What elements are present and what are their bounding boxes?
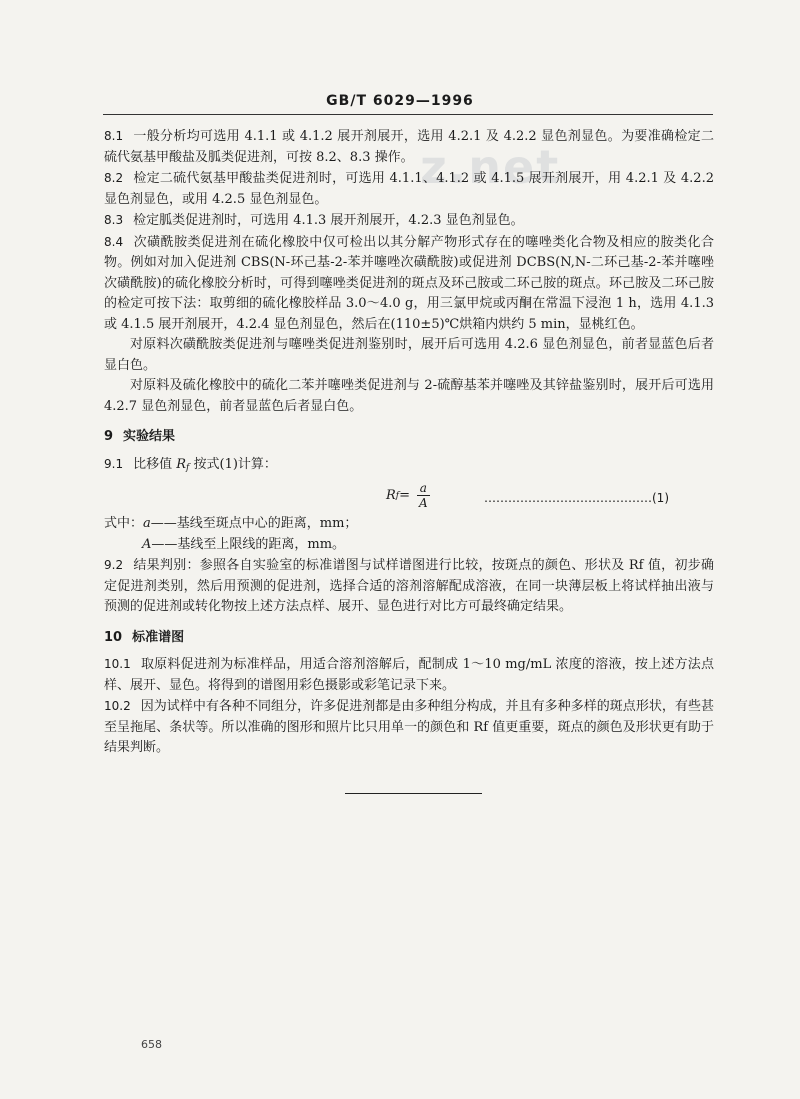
watermark: z.net (420, 140, 561, 194)
paragraph-8-4-c: 对原料及硫化橡胶中的硫化二苯并噻唑类促进剂与 2-硫醇基苯并噻唑及其锌盐鉴别时，展开后可选用 4.2.7 显色剂显色，前者显蓝色后者显白色。 (104, 378, 714, 414)
paragraph-8-2 (104, 168, 714, 210)
paragraph-8-1 (104, 126, 714, 168)
end-of-standard-rule (345, 793, 482, 794)
section-number: 9 (104, 429, 114, 444)
clause-text: 检定胍类促进剂时，可选用 4.1.3 展开剂展开，4.2.3 显色剂显色。 (133, 213, 524, 228)
clause-text: 检定二硫代氨基甲酸盐类促进剂时，可选用 4.1.1、4.1.2 或 4.1.5 展开剂展开，用 4.2.1 及 4.2.2 显色剂显色，或用 4.2.5 显色剂显色。 (104, 171, 714, 207)
var-A: A (142, 536, 152, 552)
formula-definitions (104, 514, 714, 555)
clause-number: 8.4 (104, 234, 124, 249)
section-title: 实验结果 (123, 429, 176, 444)
section-heading-10 (104, 628, 714, 649)
header-rule (103, 114, 713, 115)
section-title: 标准谱图 (132, 629, 185, 645)
page-number: 658 (141, 1038, 162, 1051)
paragraph-10-1 (104, 654, 714, 696)
section-heading-9 (104, 427, 714, 448)
clause-text: 比移值 (133, 456, 177, 472)
formula-1 (104, 482, 714, 512)
paragraph-8-4 (104, 232, 714, 336)
clause-number: 10.2 (104, 699, 131, 713)
clause-number: 9.1 (104, 456, 124, 471)
formula-equals: = (399, 487, 411, 503)
clause-number: 8.1 (104, 129, 124, 143)
rf-formula (386, 482, 431, 510)
page-content (104, 126, 714, 759)
clause-number: 9.2 (104, 558, 124, 572)
paragraph-8-3 (104, 210, 714, 232)
definition-a (104, 514, 714, 535)
def-A-text: ——基线至上限线的距离，mm。 (151, 536, 346, 552)
clause-text: 结果判别：参照各自实验室的标准谱图与试样谱图进行比较，按斑点的颜色、形状及 Rf 值，初步确定促进剂类别，然后用预测的促进剂，选择合适的溶剂溶解配成溶液，在同一块薄层板上将试样抽出液与预测的促进剂或转化物按上述方法点样、展开、显色进行对比方可最终确定结果。 (104, 558, 714, 614)
definition-A (104, 535, 714, 556)
clause-text: 次磺酰胺类促进剂在硫化橡胶中仅可检出以其分解产物形式存在的噻唑类化合物及相应的胺类化合物。例如对加入促进剂 CBS(N-环己基-2-苯并噻唑次磺酰胺)或促进剂 DCBS(N,N-二环己基-2-苯并噻唑次磺酰胺)的硫化橡胶分析时，可得到噻唑类促进剂的斑点及环己胺或二环己胺的斑点。环己胺及二环己胺的检定可按下法：取剪细的硫化橡胶样品 3.0～4.0 g，用三氯甲烷或丙酮在常温下浸泡 1 h，选用 4.1.3 或 4.1.5 展开剂展开，4.2.4 显色剂显色，然后在(110±5)℃烘箱内烘约 5 min，显桃红色。 (104, 234, 714, 332)
rf-variable: R (176, 456, 187, 472)
clause-text-tail: 按式(1)计算： (189, 456, 277, 472)
formula-lhs-subscript: f (395, 490, 400, 501)
formula-numerator: a (417, 482, 430, 496)
rf-subscript: f (186, 462, 190, 473)
equation-number: ……………………………………(1) (484, 491, 669, 505)
clause-text: 取原料促进剂为标准样品，用适合溶剂溶解后，配制成 1～10 mg/mL 浓度的溶液，按上述方法点样、展开、显色。将得到的谱图用彩色摄影或彩笔记录下来。 (104, 657, 714, 693)
formula-lhs: R (386, 487, 396, 503)
var-a: a (143, 516, 151, 531)
clause-text: 因为试样中有各种不同组分，许多促进剂都是由多种组分构成，并且有多种多样的斑点形状，有些甚至呈拖尾、条状等。所以准确的图形和照片比只用单一的颜色和 Rf 值更重要，斑点的颜色及形状更有助于结果判断。 (104, 699, 714, 755)
paragraph-9-2 (104, 555, 714, 618)
def-a-text: ——基线至斑点中心的距离，mm； (150, 516, 358, 531)
paragraph-9-1 (104, 454, 714, 479)
formula-denominator: A (419, 496, 428, 510)
page-header: GB/T 6029—1996 (326, 93, 474, 109)
clause-number: 10.1 (104, 657, 131, 671)
formula-fraction (416, 482, 431, 510)
paragraph-8-4-b: 对原料次磺酰胺类促进剂与噻唑类促进剂鉴别时，展开后可选用 4.2.6 显色剂显色，前者显蓝色后者显白色。 (104, 337, 714, 373)
section-number: 10 (104, 629, 123, 645)
clause-text: 一般分析均可选用 4.1.1 或 4.1.2 展开剂展开，选用 4.2.1 及 4.2.2 显色剂显色。为要准确检定二硫代氨基甲酸盐及胍类促进剂，可按 8.2、8.3 操作。 (104, 129, 714, 165)
clause-number: 8.2 (104, 171, 124, 185)
where-intro: 式中： (104, 516, 144, 531)
clause-number: 8.3 (104, 213, 124, 227)
paragraph-10-2 (104, 696, 714, 759)
